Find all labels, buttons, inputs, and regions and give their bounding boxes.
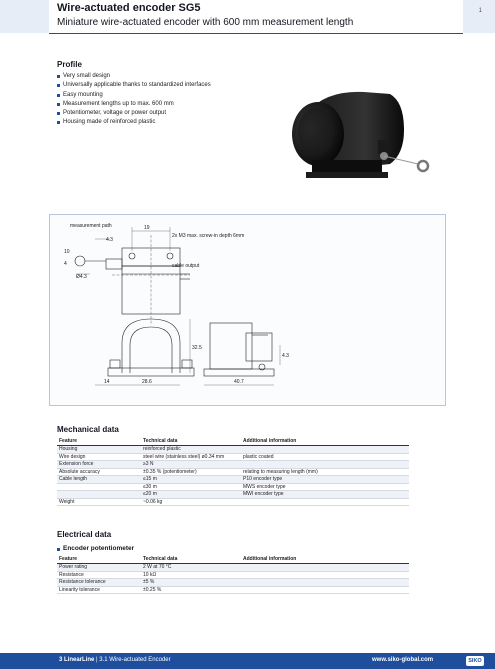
table-row xyxy=(57,483,409,491)
dimension-4-3-side: 4.3 xyxy=(282,353,289,359)
table-row xyxy=(57,468,409,476)
measurement-path-label: measurement path xyxy=(70,223,112,229)
footer-separator: | xyxy=(96,657,98,663)
electrical-data-title: Electrical data xyxy=(57,530,112,539)
table-row xyxy=(57,498,409,506)
mechanical-data-table xyxy=(57,437,409,506)
column-header: Feature xyxy=(57,437,141,446)
table-cell: Linearity tolerance xyxy=(57,586,141,594)
table-row xyxy=(57,453,409,461)
table-row xyxy=(57,571,409,579)
table-cell xyxy=(241,446,409,454)
table-cell: Power rating xyxy=(57,564,141,572)
table-cell: ±5 % xyxy=(141,579,241,587)
cable-output-label: cable output xyxy=(172,263,200,269)
table-cell: Resistance xyxy=(57,571,141,579)
table-row xyxy=(57,579,409,587)
column-header: Technical data xyxy=(141,437,241,446)
technical-drawing xyxy=(50,215,447,407)
table-cell: Housing xyxy=(57,446,141,454)
table-cell xyxy=(241,498,409,506)
table-cell: Resistance tolerance xyxy=(57,579,141,587)
table-row xyxy=(57,586,409,594)
product-photo xyxy=(286,82,446,192)
footer-breadcrumb xyxy=(59,657,171,663)
dimension-40-7: 40.7 xyxy=(234,379,244,385)
footer-website-link[interactable]: www.siko-global.com xyxy=(372,657,434,663)
profile-bullet: Universally applicable thanks to standardized interfaces xyxy=(57,81,211,90)
page-footer xyxy=(0,653,495,669)
table-cell: Extension force xyxy=(57,461,141,469)
table-header-row xyxy=(57,555,409,564)
table-cell: Cable length xyxy=(57,476,141,484)
column-header: Feature xyxy=(57,555,141,564)
table-cell xyxy=(241,564,409,572)
table-cell: relating to measuring length (mm) xyxy=(241,468,409,476)
table-cell: steel wire (stainless steel) ø0.34 mm xyxy=(141,453,241,461)
table-row xyxy=(57,476,409,484)
table-row xyxy=(57,564,409,572)
header-accent-right xyxy=(463,0,495,33)
table-cell xyxy=(57,483,141,491)
table-cell: ≤20 m xyxy=(141,491,241,499)
table-cell: MWS encoder type xyxy=(241,483,409,491)
dimension-32-5: 32.5 xyxy=(192,345,202,351)
table-cell: 2 W at 70 °C xyxy=(141,564,241,572)
table-row xyxy=(57,491,409,499)
table-row xyxy=(57,446,409,454)
header-accent-left xyxy=(0,0,49,33)
screw-note-label: 2x M3 max. screw-in depth 6mm xyxy=(172,233,245,239)
profile-bullet: Very small design xyxy=(57,72,211,81)
table-cell: 10 kΩ xyxy=(141,571,241,579)
technical-drawing-frame xyxy=(49,214,446,406)
dimension-28-6: 28.6 xyxy=(142,379,152,385)
encoder-potentiometer-subtitle: Encoder potentiometer xyxy=(57,545,134,552)
table-cell: ≤15 m xyxy=(141,476,241,484)
table-cell: plastic coated xyxy=(241,453,409,461)
header-rule xyxy=(49,33,463,34)
electrical-data-table xyxy=(57,555,409,594)
page-header xyxy=(0,0,495,38)
profile-bullet: Measurement lengths up to max. 600 mm xyxy=(57,100,211,109)
profile-bullet: Easy mounting xyxy=(57,91,211,100)
page-title: Wire-actuated encoder SG5 xyxy=(57,2,201,14)
column-header: Additional information xyxy=(241,555,409,564)
table-cell: reinforced plastic xyxy=(141,446,241,454)
dimension-4-3-top: 4.3 xyxy=(106,237,113,243)
table-cell: ±0.25 % xyxy=(141,586,241,594)
profile-bullet: Housing made of reinforced plastic xyxy=(57,118,211,127)
siko-logo: SIKO xyxy=(466,656,484,666)
mechanical-data-title: Mechanical data xyxy=(57,425,119,434)
table-cell: ±0.35 % (potentiometer) xyxy=(141,468,241,476)
table-cell xyxy=(241,571,409,579)
table-row xyxy=(57,461,409,469)
table-cell xyxy=(241,461,409,469)
table-cell xyxy=(241,586,409,594)
table-cell: ≤30 m xyxy=(141,483,241,491)
profile-title: Profile xyxy=(57,60,82,69)
table-cell: P10 encoder type xyxy=(241,476,409,484)
dimension-14: 14 xyxy=(104,379,110,385)
page-subtitle: Miniature wire-actuated encoder with 600 mm measurement length xyxy=(57,17,354,28)
profile-bullet-list xyxy=(57,72,211,128)
dimension-10: 10 xyxy=(64,249,70,255)
table-cell: Absolute accuracy xyxy=(57,468,141,476)
table-cell xyxy=(241,579,409,587)
dimension-19: 19 xyxy=(144,225,150,231)
profile-bullet: Potentiometer, voltage or power output xyxy=(57,109,211,118)
table-cell: MWI encoder type xyxy=(241,491,409,499)
footer-section: 3 LinearLine xyxy=(59,657,95,663)
table-header-row xyxy=(57,437,409,446)
table-cell: Weight xyxy=(57,498,141,506)
table-cell: ~0.06 kg xyxy=(141,498,241,506)
column-header: Additional information xyxy=(241,437,409,446)
table-cell xyxy=(57,491,141,499)
column-header: Technical data xyxy=(141,555,241,564)
footer-chapter: 3.1 Wire-actuated Encoder xyxy=(99,657,171,663)
page-number: 1 xyxy=(478,8,482,14)
dimension-4: 4 xyxy=(64,261,67,267)
dimension-diameter-4-3: Ø4.3 xyxy=(76,274,87,280)
table-cell: ≥3 N xyxy=(141,461,241,469)
table-cell: Wire design xyxy=(57,453,141,461)
